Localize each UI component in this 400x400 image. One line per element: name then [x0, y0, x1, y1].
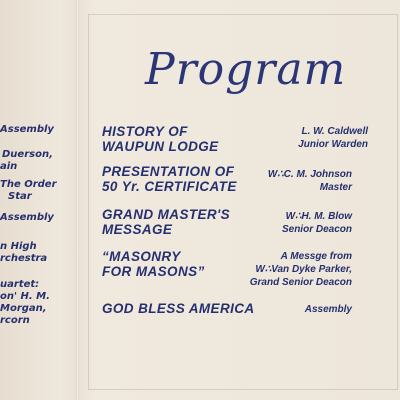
program-item-detail-line: Grand Senior Deacon [249, 277, 352, 288]
program-item-detail-line: A Messge from [280, 251, 352, 262]
program-item-title-line: FOR MASONS” [102, 264, 205, 279]
left-panel-line: The Order [0, 179, 57, 190]
program-item-detail-line: Junior Warden [298, 139, 368, 150]
program-title: Program [145, 44, 347, 95]
program-item-detail-line: Assembly [304, 304, 352, 315]
program-item-detail-line: Senior Deacon [281, 224, 352, 235]
page-fold [76, 0, 79, 400]
left-panel-line: n High [0, 241, 37, 252]
program-item-detail [298, 125, 368, 151]
program-item-detail-line: W∴H. M. Blow [285, 211, 352, 222]
program-item-title [102, 301, 255, 316]
program-item-title-line: WAUPUN LODGE [102, 139, 219, 154]
program-item-title [102, 164, 237, 194]
program-item-title [102, 207, 230, 237]
program-item-detail [250, 250, 352, 289]
program-item-title-line: PRESENTATION OF [102, 164, 235, 179]
left-panel-line: Assembly [0, 212, 54, 223]
left-panel-line: rcorn [0, 315, 30, 326]
program-item-title [102, 124, 219, 154]
program-item-detail [305, 303, 352, 316]
program-item-detail-line: Master [319, 182, 352, 193]
program-item-detail-line: W∴Van Dyke Parker, [255, 264, 352, 275]
program-item-detail-line: L. W. Caldwell [301, 126, 368, 137]
program-item-title-line: MESSAGE [102, 222, 173, 237]
program-item-title-line: HISTORY OF [102, 124, 188, 139]
left-panel-line: uartet: [0, 279, 40, 290]
program-item-detail [268, 168, 352, 194]
left-panel-line: ain [0, 161, 18, 172]
program-item-title [102, 249, 205, 279]
left-panel-line: Star [8, 191, 32, 202]
program-item-detail-line: W∴C. M. Johnson [267, 169, 352, 180]
left-panel-line: Morgan, [0, 303, 47, 314]
left-panel-line: Duerson, [2, 149, 53, 160]
program-item-title-line: GRAND MASTER'S [102, 207, 231, 222]
left-panel-line: rchestra [0, 253, 48, 264]
program-item-title-line: GOD BLESS AMERICA [102, 301, 255, 316]
program-item-title-line: 50 Yr. CERTIFICATE [102, 179, 237, 194]
program-item-detail [282, 210, 352, 236]
program-item-title-line: “MASONRY [102, 249, 181, 264]
left-panel-line: on' H. M. [0, 291, 50, 302]
left-panel-line: Assembly [0, 124, 54, 135]
